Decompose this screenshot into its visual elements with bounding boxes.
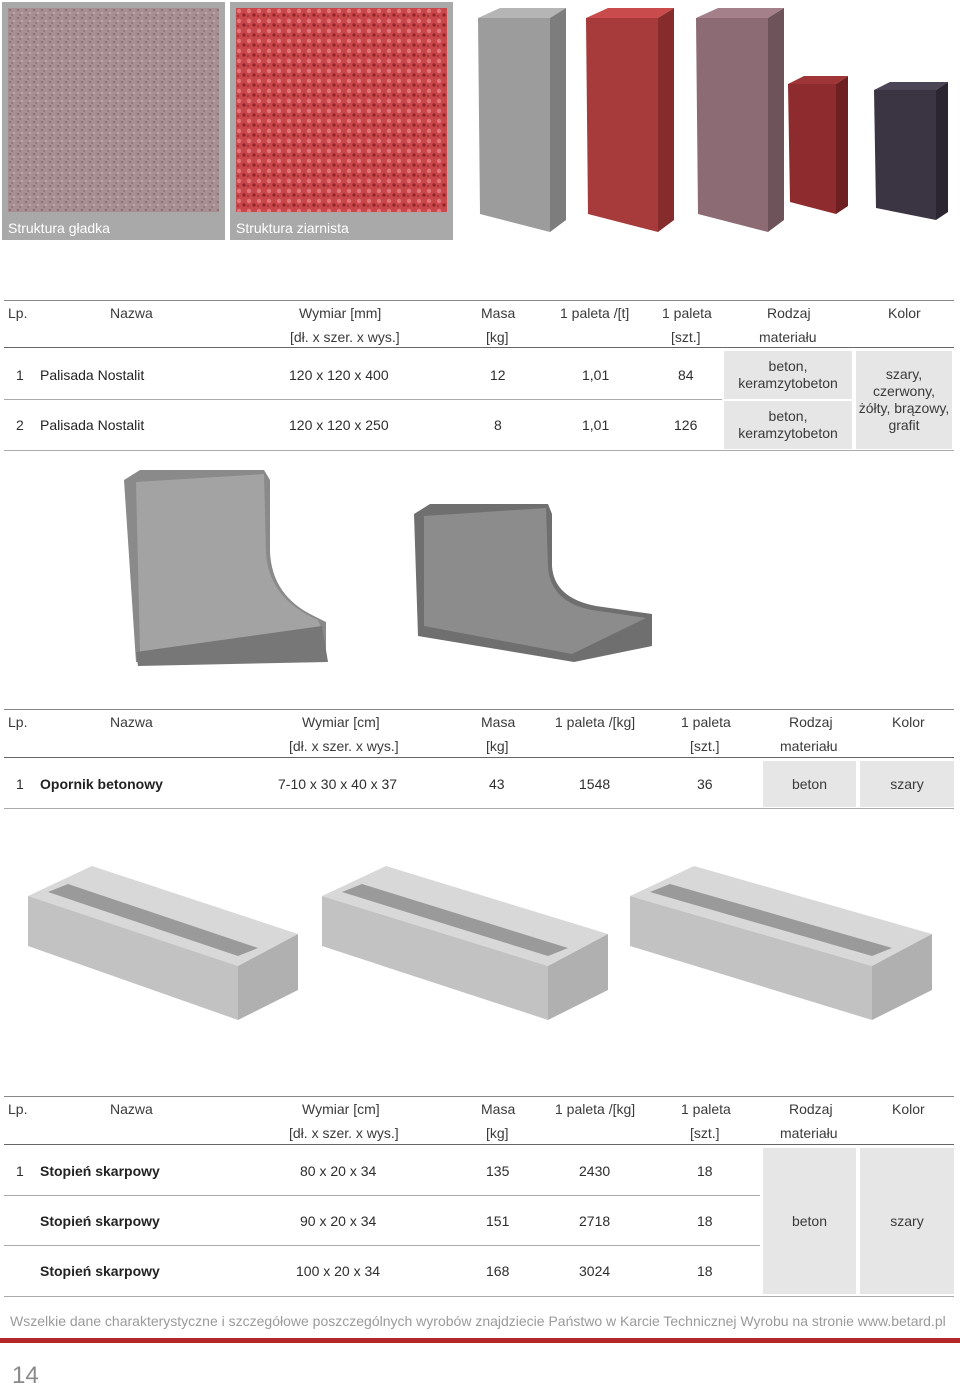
col-paleta-subheader: [szt.] bbox=[671, 329, 701, 345]
col-paleta-header: 1 paleta bbox=[662, 305, 712, 321]
row-lp: 2 bbox=[16, 417, 24, 433]
table-row bbox=[0, 760, 760, 808]
step-product-image bbox=[28, 856, 938, 1026]
row-paleta: 36 bbox=[697, 776, 713, 792]
col-rodzaj-header: Rodzaj bbox=[789, 714, 833, 730]
row-paleta-kg: 1548 bbox=[579, 776, 611, 792]
table-row bbox=[0, 400, 720, 450]
swatch-caption: Struktura gładka bbox=[8, 220, 110, 236]
col-nazwa-header: Nazwa bbox=[110, 714, 153, 730]
swatch-grainy bbox=[230, 2, 453, 240]
row-rodzaj: beton, keramzytobeton bbox=[724, 351, 852, 399]
row-paleta: 18 bbox=[697, 1263, 713, 1279]
col-masa-header: Masa bbox=[481, 714, 516, 730]
row-paleta-t: 1,01 bbox=[582, 367, 610, 383]
step-block bbox=[322, 866, 608, 1020]
step-block bbox=[28, 866, 298, 1020]
kolor-cell: szary bbox=[860, 1148, 954, 1294]
col-nazwa-header: Nazwa bbox=[110, 305, 153, 321]
curb-product-image bbox=[118, 466, 658, 666]
col-paleta-kg-header: 1 paleta /[kg] bbox=[555, 714, 636, 730]
table3-bottom-rule bbox=[4, 1296, 954, 1297]
col-wymiar-subheader: [dł. x szer. x wys.] bbox=[289, 738, 399, 754]
col-paleta-header: 1 paleta bbox=[681, 1101, 731, 1117]
col-paleta-t-header: 1 paleta /[t] bbox=[560, 305, 630, 321]
row-rodzaj: beton, keramzytobeton bbox=[724, 401, 852, 449]
col-rodzaj-subheader: materiału bbox=[759, 329, 817, 345]
row-masa: 151 bbox=[486, 1213, 510, 1229]
table1-top-rule bbox=[4, 300, 954, 301]
table-row bbox=[0, 1146, 760, 1196]
col-wymiar-header: Wymiar [mm] bbox=[299, 305, 382, 321]
swatch-smooth bbox=[2, 2, 225, 240]
col-lp-header: Lp. bbox=[8, 1101, 28, 1117]
table2-top-rule bbox=[4, 709, 954, 710]
row-nazwa: Stopień skarpowy bbox=[40, 1213, 160, 1229]
table-row bbox=[0, 350, 720, 400]
table2-header-rule bbox=[4, 757, 954, 758]
col-lp-header: Lp. bbox=[8, 305, 28, 321]
row-paleta-kg: 2718 bbox=[579, 1213, 611, 1229]
row-paleta: 84 bbox=[678, 367, 694, 383]
table3-header-rule bbox=[4, 1144, 954, 1145]
table2-bottom-rule bbox=[4, 808, 954, 809]
smooth-texture-image bbox=[8, 8, 219, 212]
row-lp: 1 bbox=[16, 367, 24, 383]
col-wymiar-header: Wymiar [cm] bbox=[302, 1101, 380, 1117]
row-wymiar: 7-10 x 30 x 40 x 37 bbox=[278, 776, 398, 792]
table3-top-rule bbox=[4, 1096, 954, 1097]
col-rodzaj-subheader: materiału bbox=[780, 1125, 838, 1141]
row-wymiar: 90 x 20 x 34 bbox=[300, 1213, 377, 1229]
row-nazwa: Opornik betonowy bbox=[40, 776, 163, 792]
col-paleta-kg-header: 1 paleta /[kg] bbox=[555, 1101, 636, 1117]
col-wymiar-subheader: [dł. x szer. x wys.] bbox=[289, 1125, 399, 1141]
row-lp: 1 bbox=[16, 1163, 24, 1179]
col-paleta-subheader: [szt.] bbox=[690, 738, 720, 754]
col-paleta-header: 1 paleta bbox=[681, 714, 731, 730]
row-masa: 135 bbox=[486, 1163, 510, 1179]
col-masa-subheader: [kg] bbox=[486, 738, 509, 754]
col-masa-header: Masa bbox=[481, 305, 516, 321]
row-paleta-kg: 2430 bbox=[579, 1163, 611, 1179]
page-number: 14 bbox=[12, 1362, 39, 1389]
row-paleta-kg: 3024 bbox=[579, 1263, 611, 1279]
row-masa: 8 bbox=[494, 417, 502, 433]
col-kolor-header: Kolor bbox=[892, 1101, 925, 1117]
row-nazwa: Palisada Nostalit bbox=[40, 367, 145, 383]
col-rodzaj-header: Rodzaj bbox=[767, 305, 811, 321]
row-rodzaj: beton bbox=[763, 761, 856, 807]
palisade-product-image bbox=[470, 0, 960, 245]
row-kolor: szary bbox=[860, 761, 954, 807]
step-block bbox=[630, 866, 932, 1020]
rodzaj-cell: beton bbox=[763, 1148, 856, 1294]
row-paleta: 126 bbox=[674, 417, 698, 433]
table-row bbox=[0, 1196, 760, 1246]
row-nazwa: Stopień skarpowy bbox=[40, 1263, 160, 1279]
col-wymiar-header: Wymiar [cm] bbox=[302, 714, 380, 730]
row-paleta: 18 bbox=[697, 1213, 713, 1229]
col-masa-subheader: [kg] bbox=[486, 329, 509, 345]
row-paleta: 18 bbox=[697, 1163, 713, 1179]
row-masa: 168 bbox=[486, 1263, 510, 1279]
col-nazwa-header: Nazwa bbox=[110, 1101, 153, 1117]
kolor-cell: szary, czerwony, żółty, brązowy, grafit bbox=[856, 351, 952, 449]
table-row bbox=[0, 1246, 760, 1296]
row-wymiar: 80 x 20 x 34 bbox=[300, 1163, 377, 1179]
footer-accent-bar bbox=[0, 1338, 960, 1343]
swatch-caption: Struktura ziarnista bbox=[236, 220, 349, 236]
row-nazwa: Stopień skarpowy bbox=[40, 1163, 160, 1179]
table1-header-rule bbox=[4, 347, 954, 348]
row-lp: 1 bbox=[16, 776, 24, 792]
col-rodzaj-subheader: materiału bbox=[780, 738, 838, 754]
row-wymiar: 120 x 120 x 400 bbox=[289, 367, 389, 383]
row-masa: 43 bbox=[489, 776, 505, 792]
col-masa-header: Masa bbox=[481, 1101, 516, 1117]
col-masa-subheader: [kg] bbox=[486, 1125, 509, 1141]
col-kolor-header: Kolor bbox=[892, 714, 925, 730]
row-wymiar: 100 x 20 x 34 bbox=[296, 1263, 381, 1279]
col-lp-header: Lp. bbox=[8, 714, 28, 730]
col-wymiar-subheader: [dł. x szer. x wys.] bbox=[290, 329, 400, 345]
row-wymiar: 120 x 120 x 250 bbox=[289, 417, 389, 433]
footer-note: Wszelkie dane charakterystyczne i szczegółowe poszczególnych wyrobów znajdziecie Państwo w Karcie Technicznej Wyrobu na stronie www.betard.pl bbox=[10, 1313, 946, 1329]
table1-bottom-rule bbox=[4, 450, 954, 451]
col-kolor-header: Kolor bbox=[888, 305, 921, 321]
row-masa: 12 bbox=[490, 367, 506, 383]
col-rodzaj-header: Rodzaj bbox=[789, 1101, 833, 1117]
row-nazwa: Palisada Nostalit bbox=[40, 417, 145, 433]
col-paleta-subheader: [szt.] bbox=[690, 1125, 720, 1141]
grainy-texture-image bbox=[236, 8, 447, 212]
row-paleta-t: 1,01 bbox=[582, 417, 610, 433]
